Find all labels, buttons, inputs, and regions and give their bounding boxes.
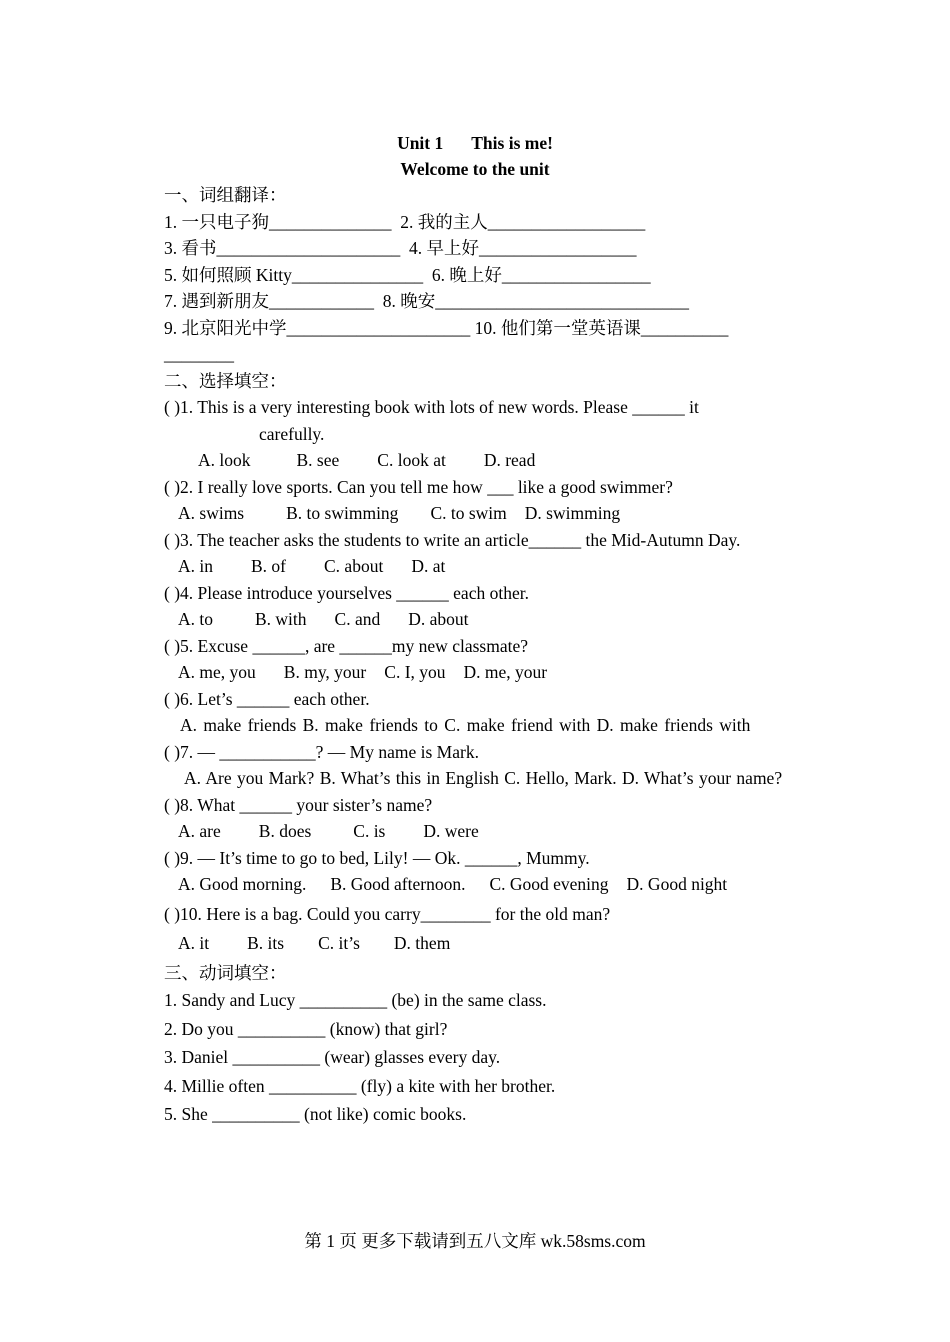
options-row [164, 500, 786, 527]
option: B. of [251, 556, 286, 576]
option: D. them [393, 933, 451, 953]
question-stem: ( )7. — ___________? — My name is Mark. [164, 741, 479, 762]
translation-row [164, 262, 786, 289]
option: A. to [178, 609, 213, 629]
options-row [164, 930, 786, 957]
verb-item: 1. Sandy and Lucy __________ (be) in the same class. [164, 990, 547, 1010]
question-continuation: carefully. [259, 423, 325, 444]
unit-title: This is me! [471, 133, 553, 153]
option: A. Good morning. [178, 874, 307, 894]
translation-item: 5. 如何照顾 Kitty_______________ [164, 264, 424, 285]
option: C. is [353, 821, 386, 841]
question-stem: ( )3. The teacher asks the students to write an article______ the Mid-Autumn Day. [164, 529, 741, 550]
option: B. see [296, 450, 340, 470]
question-stem: ( )5. Excuse ______, are ______my new classmate? [164, 635, 528, 656]
question-stem: ( )10. Here is a bag. Could you carry________ for the old man? [164, 903, 611, 924]
translation-item: 1. 一只电子狗______________ [164, 211, 392, 232]
question-stem: ( )2. I really love sports. Can you tell me how ___ like a good swimmer? [164, 476, 673, 497]
translation-item: 4. 早上好__________________ [409, 238, 637, 258]
option: C. and [334, 609, 381, 629]
question-stem: ( )4. Please introduce yourselves ______ each other. [164, 582, 529, 603]
page-footer: 第 1 页 更多下载请到五八文库 wk.58sms.com [304, 1231, 646, 1251]
verb-item: 5. She __________ (not like) comic books. [164, 1104, 467, 1124]
translation-row [164, 209, 786, 236]
page-subtitle: Welcome to the unit [400, 159, 550, 179]
options-row [164, 553, 786, 580]
option: D. Good night [626, 874, 728, 894]
section1-heading: 一、词组翻译： [164, 185, 287, 205]
option: D. swimming [524, 503, 621, 523]
option: D. read [483, 450, 536, 470]
verb-item: 4. Millie often __________ (fly) a kite with her brother. [164, 1075, 556, 1096]
option: A. it [178, 933, 210, 953]
options-row: A. Are you Mark? B. What’s this in English C. Hello, Mark. D. What’s your name? [184, 768, 783, 788]
option: B. its [247, 933, 285, 953]
option: C. about [324, 556, 384, 576]
option: A. me, you [178, 662, 256, 682]
options-row [164, 606, 786, 633]
option: D. about [408, 609, 469, 629]
translation-item: 6. 晚上好_________________ [431, 264, 651, 285]
option: A. are [178, 821, 221, 841]
option: D. me, your [463, 662, 548, 682]
unit-label: Unit 1 [397, 133, 444, 153]
translation-item: 7. 遇到新朋友____________ [164, 291, 374, 311]
option: D. at [411, 556, 446, 576]
option: D. were [423, 821, 479, 841]
question-stem: ( )6. Let’s ______ each other. [164, 688, 370, 709]
option: C. I, you [384, 662, 446, 682]
options-row [164, 871, 786, 898]
option: B. Good afternoon. [330, 874, 466, 894]
page-title [164, 130, 786, 156]
question-stem: ( )8. What ______ your sister’s name? [164, 794, 433, 815]
translation-row [164, 235, 786, 262]
option: C. to swim [430, 503, 507, 523]
options-row: A. make friends B. make friends to C. make friend with D. make friends with [180, 715, 751, 735]
translation-item: 10. 他们第一堂英语课__________ [474, 317, 729, 338]
options-row [164, 659, 786, 686]
option: B. does [258, 821, 312, 841]
options-row [164, 447, 786, 474]
section2-heading: 二、选择填空： [164, 370, 287, 391]
option: C. it’s [318, 933, 360, 953]
option: A. in [178, 556, 213, 576]
translation-item: 2. 我的主人__________________ [400, 211, 646, 232]
translation-continuation: ________ [164, 344, 234, 364]
option: B. with [255, 609, 307, 629]
question-stem: ( )1. This is a very interesting book with lots of new words. Please ______ it [164, 397, 699, 417]
worksheet-content [164, 130, 786, 1129]
option: A. look [198, 450, 251, 470]
section3-heading: 三、动词填空： [164, 962, 287, 983]
option: C. Good evening [489, 874, 609, 894]
option: C. look at [377, 450, 446, 470]
translation-row [164, 315, 786, 342]
verb-item: 3. Daniel __________ (wear) glasses every day. [164, 1047, 501, 1067]
options-row [164, 818, 786, 845]
verb-item: 2. Do you __________ (know) that girl? [164, 1018, 448, 1039]
question-stem: ( )9. — It’s time to go to bed, Lily! — Ok. ______, Mummy. [164, 847, 590, 868]
translation-item: 8. 晚安_____________________________ [382, 291, 689, 311]
translation-row [164, 288, 786, 315]
option: B. my, your [283, 662, 367, 682]
option: B. to swimming [286, 503, 399, 523]
translation-item: 3. 看书_____________________ [164, 238, 401, 258]
option: A. swims [178, 503, 245, 523]
translation-item: 9. 北京阳光中学_____________________ [164, 317, 471, 338]
